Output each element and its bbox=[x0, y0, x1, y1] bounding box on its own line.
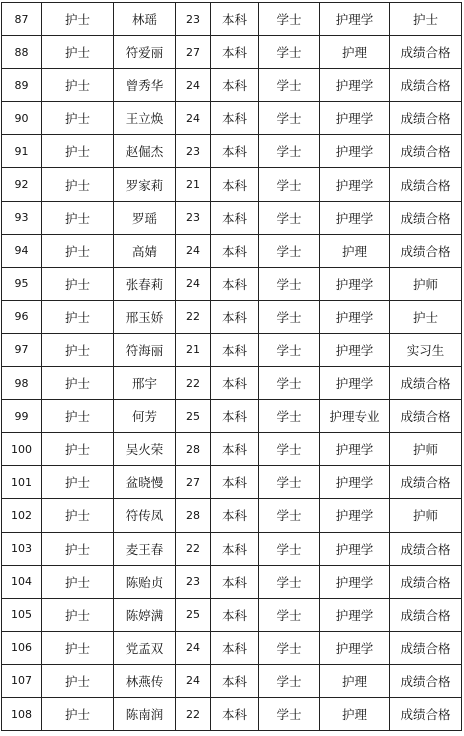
cell-row-number: 99 bbox=[2, 400, 42, 433]
cell-education: 本科 bbox=[211, 697, 259, 730]
cell-education: 本科 bbox=[211, 36, 259, 69]
cell-row-number: 97 bbox=[2, 333, 42, 366]
cell-education: 本科 bbox=[211, 664, 259, 697]
cell-row-number: 96 bbox=[2, 300, 42, 333]
table-row bbox=[2, 333, 462, 366]
cell-name: 何芳 bbox=[114, 400, 176, 433]
cell-major: 护理学 bbox=[320, 3, 390, 36]
cell-degree: 学士 bbox=[259, 102, 320, 135]
cell-education: 本科 bbox=[211, 367, 259, 400]
cell-degree: 学士 bbox=[259, 697, 320, 730]
cell-position: 护士 bbox=[42, 697, 114, 730]
table-row bbox=[2, 532, 462, 565]
cell-status: 成绩合格 bbox=[390, 168, 462, 201]
cell-name: 罗家莉 bbox=[114, 168, 176, 201]
cell-position: 护士 bbox=[42, 135, 114, 168]
cell-status: 成绩合格 bbox=[390, 466, 462, 499]
cell-position: 护士 bbox=[42, 400, 114, 433]
table-row bbox=[2, 36, 462, 69]
cell-position: 护士 bbox=[42, 565, 114, 598]
cell-degree: 学士 bbox=[259, 3, 320, 36]
cell-major: 护理学 bbox=[320, 499, 390, 532]
cell-education: 本科 bbox=[211, 300, 259, 333]
cell-status: 成绩合格 bbox=[390, 598, 462, 631]
cell-row-number: 105 bbox=[2, 598, 42, 631]
cell-name: 罗瑶 bbox=[114, 201, 176, 234]
table-body bbox=[2, 3, 462, 731]
cell-status: 护师 bbox=[390, 499, 462, 532]
cell-degree: 学士 bbox=[259, 532, 320, 565]
cell-degree: 学士 bbox=[259, 367, 320, 400]
cell-position: 护士 bbox=[42, 598, 114, 631]
table-row bbox=[2, 135, 462, 168]
table-row bbox=[2, 234, 462, 267]
cell-row-number: 102 bbox=[2, 499, 42, 532]
cell-degree: 学士 bbox=[259, 664, 320, 697]
cell-position: 护士 bbox=[42, 3, 114, 36]
cell-name: 符海丽 bbox=[114, 333, 176, 366]
cell-row-number: 100 bbox=[2, 433, 42, 466]
cell-row-number: 108 bbox=[2, 697, 42, 730]
cell-row-number: 93 bbox=[2, 201, 42, 234]
cell-degree: 学士 bbox=[259, 433, 320, 466]
cell-row-number: 87 bbox=[2, 3, 42, 36]
table-row bbox=[2, 69, 462, 102]
cell-name: 吴火荣 bbox=[114, 433, 176, 466]
cell-name: 林瑶 bbox=[114, 3, 176, 36]
cell-education: 本科 bbox=[211, 433, 259, 466]
cell-name: 张春莉 bbox=[114, 267, 176, 300]
cell-position: 护士 bbox=[42, 466, 114, 499]
cell-major: 护理学 bbox=[320, 69, 390, 102]
cell-row-number: 90 bbox=[2, 102, 42, 135]
cell-position: 护士 bbox=[42, 367, 114, 400]
table-row bbox=[2, 499, 462, 532]
cell-age: 24 bbox=[176, 234, 211, 267]
cell-position: 护士 bbox=[42, 267, 114, 300]
cell-age: 22 bbox=[176, 300, 211, 333]
cell-education: 本科 bbox=[211, 69, 259, 102]
cell-name: 陈南润 bbox=[114, 697, 176, 730]
cell-major: 护理学 bbox=[320, 598, 390, 631]
cell-major: 护理学 bbox=[320, 565, 390, 598]
cell-name: 曾秀华 bbox=[114, 69, 176, 102]
cell-age: 25 bbox=[176, 400, 211, 433]
cell-row-number: 107 bbox=[2, 664, 42, 697]
cell-education: 本科 bbox=[211, 135, 259, 168]
table-row bbox=[2, 267, 462, 300]
cell-position: 护士 bbox=[42, 433, 114, 466]
cell-major: 护理学 bbox=[320, 135, 390, 168]
cell-age: 23 bbox=[176, 565, 211, 598]
table-row bbox=[2, 631, 462, 664]
cell-major: 护理学 bbox=[320, 267, 390, 300]
cell-row-number: 94 bbox=[2, 234, 42, 267]
cell-status: 成绩合格 bbox=[390, 532, 462, 565]
roster-table bbox=[1, 2, 462, 731]
cell-education: 本科 bbox=[211, 201, 259, 234]
cell-age: 27 bbox=[176, 36, 211, 69]
cell-major: 护理学 bbox=[320, 102, 390, 135]
cell-name: 邢宇 bbox=[114, 367, 176, 400]
cell-degree: 学士 bbox=[259, 466, 320, 499]
cell-age: 23 bbox=[176, 3, 211, 36]
data-sheet bbox=[1, 2, 462, 731]
cell-major: 护理学 bbox=[320, 466, 390, 499]
table-row bbox=[2, 466, 462, 499]
cell-row-number: 106 bbox=[2, 631, 42, 664]
cell-name: 盆晓慢 bbox=[114, 466, 176, 499]
cell-row-number: 104 bbox=[2, 565, 42, 598]
cell-age: 21 bbox=[176, 168, 211, 201]
cell-row-number: 95 bbox=[2, 267, 42, 300]
cell-row-number: 98 bbox=[2, 367, 42, 400]
cell-major: 护理 bbox=[320, 697, 390, 730]
cell-position: 护士 bbox=[42, 532, 114, 565]
cell-education: 本科 bbox=[211, 333, 259, 366]
cell-row-number: 101 bbox=[2, 466, 42, 499]
cell-age: 25 bbox=[176, 598, 211, 631]
cell-education: 本科 bbox=[211, 565, 259, 598]
cell-age: 23 bbox=[176, 201, 211, 234]
cell-education: 本科 bbox=[211, 532, 259, 565]
cell-major: 护理学 bbox=[320, 201, 390, 234]
cell-major: 护理 bbox=[320, 36, 390, 69]
cell-position: 护士 bbox=[42, 499, 114, 532]
cell-row-number: 91 bbox=[2, 135, 42, 168]
cell-education: 本科 bbox=[211, 3, 259, 36]
cell-status: 护师 bbox=[390, 433, 462, 466]
cell-position: 护士 bbox=[42, 631, 114, 664]
cell-degree: 学士 bbox=[259, 300, 320, 333]
table-row bbox=[2, 598, 462, 631]
cell-name: 陈贻贞 bbox=[114, 565, 176, 598]
cell-major: 护理学 bbox=[320, 300, 390, 333]
table-row bbox=[2, 697, 462, 730]
table-row bbox=[2, 367, 462, 400]
table-row bbox=[2, 3, 462, 36]
cell-status: 护师 bbox=[390, 267, 462, 300]
cell-status: 成绩合格 bbox=[390, 565, 462, 598]
cell-position: 护士 bbox=[42, 300, 114, 333]
cell-name: 赵倔杰 bbox=[114, 135, 176, 168]
cell-education: 本科 bbox=[211, 234, 259, 267]
cell-degree: 学士 bbox=[259, 168, 320, 201]
cell-status: 成绩合格 bbox=[390, 697, 462, 730]
table-row bbox=[2, 664, 462, 697]
cell-position: 护士 bbox=[42, 36, 114, 69]
cell-age: 28 bbox=[176, 499, 211, 532]
cell-name: 麦王春 bbox=[114, 532, 176, 565]
cell-major: 护理 bbox=[320, 234, 390, 267]
cell-education: 本科 bbox=[211, 466, 259, 499]
cell-name: 陈婷满 bbox=[114, 598, 176, 631]
table-row bbox=[2, 565, 462, 598]
cell-status: 成绩合格 bbox=[390, 69, 462, 102]
table-row bbox=[2, 201, 462, 234]
cell-degree: 学士 bbox=[259, 333, 320, 366]
cell-age: 21 bbox=[176, 333, 211, 366]
cell-status: 成绩合格 bbox=[390, 367, 462, 400]
cell-status: 成绩合格 bbox=[390, 400, 462, 433]
cell-position: 护士 bbox=[42, 234, 114, 267]
cell-age: 28 bbox=[176, 433, 211, 466]
cell-degree: 学士 bbox=[259, 267, 320, 300]
cell-row-number: 103 bbox=[2, 532, 42, 565]
cell-degree: 学士 bbox=[259, 565, 320, 598]
cell-degree: 学士 bbox=[259, 69, 320, 102]
cell-row-number: 92 bbox=[2, 168, 42, 201]
cell-position: 护士 bbox=[42, 102, 114, 135]
cell-major: 护理学 bbox=[320, 333, 390, 366]
cell-position: 护士 bbox=[42, 168, 114, 201]
cell-status: 护士 bbox=[390, 3, 462, 36]
cell-name: 王立焕 bbox=[114, 102, 176, 135]
cell-age: 22 bbox=[176, 697, 211, 730]
cell-status: 成绩合格 bbox=[390, 102, 462, 135]
cell-position: 护士 bbox=[42, 333, 114, 366]
cell-status: 护士 bbox=[390, 300, 462, 333]
cell-degree: 学士 bbox=[259, 499, 320, 532]
cell-education: 本科 bbox=[211, 400, 259, 433]
cell-degree: 学士 bbox=[259, 234, 320, 267]
cell-status: 成绩合格 bbox=[390, 664, 462, 697]
cell-degree: 学士 bbox=[259, 36, 320, 69]
cell-degree: 学士 bbox=[259, 631, 320, 664]
cell-age: 24 bbox=[176, 69, 211, 102]
cell-age: 24 bbox=[176, 267, 211, 300]
cell-name: 符传凤 bbox=[114, 499, 176, 532]
table-row bbox=[2, 433, 462, 466]
cell-row-number: 88 bbox=[2, 36, 42, 69]
cell-education: 本科 bbox=[211, 267, 259, 300]
cell-age: 24 bbox=[176, 631, 211, 664]
cell-major: 护理学 bbox=[320, 631, 390, 664]
cell-education: 本科 bbox=[211, 102, 259, 135]
cell-degree: 学士 bbox=[259, 201, 320, 234]
cell-major: 护理学 bbox=[320, 168, 390, 201]
cell-position: 护士 bbox=[42, 69, 114, 102]
cell-position: 护士 bbox=[42, 664, 114, 697]
cell-education: 本科 bbox=[211, 598, 259, 631]
cell-degree: 学士 bbox=[259, 400, 320, 433]
cell-age: 27 bbox=[176, 466, 211, 499]
cell-major: 护理 bbox=[320, 664, 390, 697]
table-row bbox=[2, 300, 462, 333]
cell-name: 邢玉娇 bbox=[114, 300, 176, 333]
cell-status: 成绩合格 bbox=[390, 36, 462, 69]
cell-education: 本科 bbox=[211, 631, 259, 664]
cell-major: 护理学 bbox=[320, 367, 390, 400]
cell-education: 本科 bbox=[211, 499, 259, 532]
cell-age: 23 bbox=[176, 135, 211, 168]
cell-status: 成绩合格 bbox=[390, 135, 462, 168]
cell-status: 实习生 bbox=[390, 333, 462, 366]
cell-age: 22 bbox=[176, 532, 211, 565]
cell-position: 护士 bbox=[42, 201, 114, 234]
cell-age: 22 bbox=[176, 367, 211, 400]
cell-name: 党孟双 bbox=[114, 631, 176, 664]
cell-age: 24 bbox=[176, 102, 211, 135]
table-row bbox=[2, 400, 462, 433]
cell-degree: 学士 bbox=[259, 135, 320, 168]
cell-status: 成绩合格 bbox=[390, 234, 462, 267]
table-row bbox=[2, 168, 462, 201]
cell-status: 成绩合格 bbox=[390, 631, 462, 664]
cell-major: 护理专业 bbox=[320, 400, 390, 433]
cell-age: 24 bbox=[176, 664, 211, 697]
table-row bbox=[2, 102, 462, 135]
cell-name: 符爱丽 bbox=[114, 36, 176, 69]
cell-name: 林燕传 bbox=[114, 664, 176, 697]
cell-degree: 学士 bbox=[259, 598, 320, 631]
cell-major: 护理学 bbox=[320, 433, 390, 466]
cell-name: 高婧 bbox=[114, 234, 176, 267]
cell-major: 护理学 bbox=[320, 532, 390, 565]
cell-education: 本科 bbox=[211, 168, 259, 201]
cell-status: 成绩合格 bbox=[390, 201, 462, 234]
cell-row-number: 89 bbox=[2, 69, 42, 102]
